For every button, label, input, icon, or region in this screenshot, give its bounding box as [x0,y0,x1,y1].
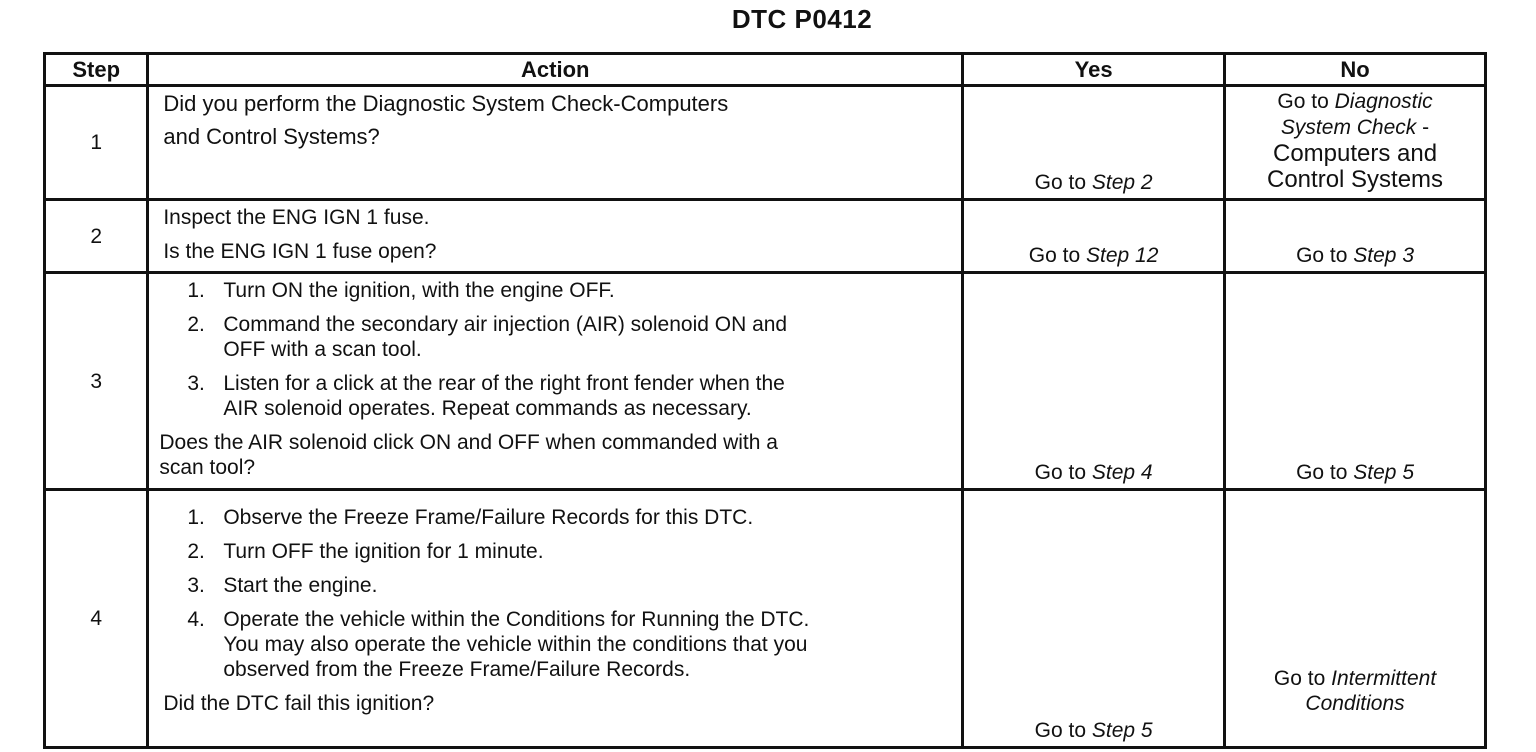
substep-number: 2. [187,313,205,336]
no-link-part: Control Systems [1267,166,1444,193]
step-number: 3 [45,273,148,490]
header-step: Step [45,54,148,86]
substep [187,312,951,362]
question-line: Did the DTC fail this ignition? [163,692,435,715]
yes-cell [963,273,1225,490]
yes-step-link[interactable]: Step 5 [1091,719,1153,742]
no-intermittent-link[interactable] [1226,666,1484,716]
substep-number: 1. [187,279,205,302]
no-prefix: Go to [1277,90,1329,113]
action-line: Did you perform the Diagnostic System Check-Computers [163,91,729,116]
diagnostic-table [43,52,1487,749]
substep [187,371,951,421]
substep-line: Start the engine. [223,574,378,597]
substep-line: Listen for a click at the rear of the right front fender when the [223,372,785,395]
no-suffix: - [1416,116,1430,139]
substep-line: Turn ON the ignition, with the engine OFF. [223,279,615,302]
no-prefix: Go to [1273,667,1326,690]
step-number: 2 [45,200,148,273]
substep [187,505,951,530]
action-cell [148,490,963,748]
no-prefix: Go to [1296,461,1348,484]
substep-line: Operate the vehicle within the Conditions for Running the DTC. [223,608,810,631]
substep [187,607,951,682]
substep-line: Command the secondary air injection (AIR) solenoid ON and [223,313,788,336]
no-link-part: Intermittent [1331,667,1437,690]
yes-step-link[interactable]: Step 2 [1091,171,1153,194]
no-step-link[interactable]: Step 5 [1353,461,1414,484]
no-step-link[interactable]: Step 3 [1353,244,1414,267]
substep [187,573,951,598]
yes-cell [963,200,1225,273]
substep [187,278,951,303]
no-cell [1225,490,1486,748]
yes-cell [963,490,1225,748]
yes-cell [963,86,1225,200]
header-no: No [1225,54,1486,86]
header-yes: Yes [963,54,1225,86]
no-cell [1225,273,1486,490]
action-line: Inspect the ENG IGN 1 fuse. [163,206,430,229]
substep-list [163,278,951,421]
no-link-part: Diagnostic [1334,90,1433,113]
substep [187,539,951,564]
action-line: and Control Systems? [163,124,380,149]
substep-line: Observe the Freeze Frame/Failure Records for this DTC. [223,506,754,529]
substep-number: 3. [187,574,205,597]
table-header-row [45,54,1486,86]
yes-step-link[interactable]: Step 12 [1086,244,1159,267]
substep-number: 3. [187,372,205,395]
no-prefix: Go to [1296,244,1348,267]
table-row [45,490,1486,748]
yes-prefix: Go to [1034,461,1087,484]
substep-number: 4. [187,608,205,631]
no-link-part: Computers and [1272,140,1438,167]
table-row [45,86,1486,200]
substep-line: AIR solenoid operates. Repeat commands as necessary. [223,397,752,420]
no-cell [1225,86,1486,200]
yes-step-link[interactable]: Step 4 [1091,461,1153,484]
substep-number: 1. [187,506,205,529]
no-diagnostic-link[interactable] [1226,89,1484,195]
no-link-part: Conditions [1305,692,1405,715]
action-cell [148,273,963,490]
action-cell [148,200,963,273]
substep-line: You may also operate the vehicle within the conditions that you [223,633,808,656]
substep-line: observed from the Freeze Frame/Failure Records. [223,658,691,681]
no-cell [1225,200,1486,273]
question-line: Does the AIR solenoid click ON and OFF when commanded with a [159,431,778,454]
substep-list [163,505,951,682]
substep-line: Turn OFF the ignition for 1 minute. [223,540,544,563]
yes-prefix: Go to [1034,171,1087,194]
yes-prefix: Go to [1028,244,1081,267]
yes-prefix: Go to [1034,719,1087,742]
action-line: Is the ENG IGN 1 fuse open? [163,240,437,263]
page-title: DTC P0412 [731,4,873,34]
header-action: Action [148,54,963,86]
substep-line: OFF with a scan tool. [223,338,422,361]
step-number: 1 [45,86,148,200]
no-link-part: System Check [1280,116,1417,139]
table-row [45,273,1486,490]
action-cell [148,86,963,200]
table-row [45,200,1486,273]
step-number: 4 [45,490,148,748]
question-line: scan tool? [159,456,256,479]
substep-number: 2. [187,540,205,563]
